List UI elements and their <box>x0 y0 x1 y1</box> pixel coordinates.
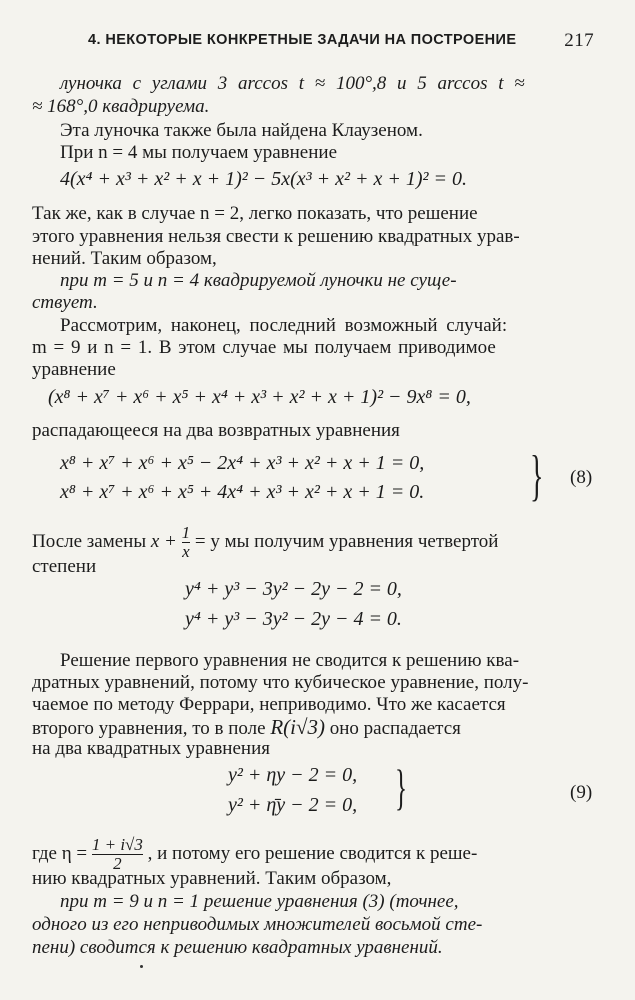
text-line-5: Так же, как в случае n = 2, легко показать, что решение <box>32 203 478 224</box>
right-brace-9: } <box>395 759 407 815</box>
text-line-13: распадающееся на два возвратных уравнения <box>32 420 400 441</box>
text-line-18: чаемое по методу Феррари, неприводимо. Что же касается <box>32 694 506 715</box>
text-line-23: при m = 9 и n = 1 решение уравнения (3) (точнее, <box>60 891 459 912</box>
text-line-2: ≈ 168°,0 квадрируема. <box>32 96 210 117</box>
text-line-9: ствует. <box>32 292 98 313</box>
equation-number-8: (8) <box>570 467 593 488</box>
text-line-21: где η = $\frac{1 + i√3}{2}$ , и потому его решение сводится к реше- <box>32 835 478 873</box>
equation-8a: x⁸ + x⁷ + x⁶ + x⁵ − 2x⁴ + x³ + x² + x + 1 = 0, <box>60 452 425 474</box>
text-line-22: нию квадратных уравнений. Таким образом, <box>32 868 392 889</box>
text-line-14: После замены x + $\frac{1}{x}$ = y мы получим уравнения четвертой <box>32 523 499 561</box>
page-number: 217 <box>564 30 594 51</box>
print-speck <box>140 965 143 968</box>
text-line-1: луночка с углами 3 arccos t ≈ 100°,8 и 5 arccos t ≈ <box>60 73 525 94</box>
equation-quartic-1: y⁴ + y³ − 3y² − 2y − 2 = 0, <box>185 578 402 600</box>
running-header <box>88 30 594 51</box>
equation-quartic-2: y⁴ + y³ − 3y² − 2y − 4 = 0. <box>185 608 402 630</box>
text-line-7: нений. Таким образом, <box>32 248 217 269</box>
right-brace: } <box>530 445 544 507</box>
field-r-i-sqrt3: R(i√3) <box>270 715 325 739</box>
text-line-12: уравнение <box>32 359 116 380</box>
equation-n4: 4(x⁴ + x³ + x² + x + 1)² − 5x(x³ + x² + x + 1)² = 0. <box>60 168 468 190</box>
chapter-title: 4. НЕКОТОРЫЕ КОНКРЕТНЫЕ ЗАДАЧИ НА ПОСТРОЕНИЕ <box>88 32 517 48</box>
equation-m9-n1: (x⁸ + x⁷ + x⁶ + x⁵ + x⁴ + x³ + x² + x + 1)² − 9x⁸ = 0, <box>48 386 471 408</box>
text-line-24: одного из его неприводимых множителей восьмой сте- <box>32 914 483 935</box>
text-line-15: степени <box>32 556 97 577</box>
text-line-25: пени) сводится к решению квадратных уравнений. <box>32 937 443 958</box>
fraction-1-over-x: $\frac{1}{x}$ <box>181 523 191 561</box>
text-line-4: При n = 4 мы получаем уравнение <box>60 142 338 163</box>
text-line-6: этого уравнения нельзя свести к решению квадратных урав- <box>32 226 520 247</box>
text-line-19: второго уравнения, то в поле R(i√3) оно распадается <box>32 715 461 739</box>
equation-9a: y² + ηy − 2 = 0, <box>228 764 358 786</box>
text-line-3: Эта луночка также была найдена Клаузеном. <box>60 120 423 141</box>
text-line-20: на два квадратных уравнения <box>32 738 270 759</box>
fraction-eta: $\frac{1 + i√3}{2}$ <box>91 835 143 873</box>
equation-8b: x⁸ + x⁷ + x⁶ + x⁵ + 4x⁴ + x³ + x² + x + 1 = 0. <box>60 481 425 503</box>
equation-number-9: (9) <box>570 782 593 803</box>
text-line-10: Рассмотрим, наконец, последний возможный случай: <box>60 315 508 336</box>
text-line-11: m = 9 и n = 1. В этом случае мы получаем приводимое <box>32 337 496 358</box>
text-line-8: при m = 5 и n = 4 квадрируемой луночки не суще- <box>60 270 457 291</box>
equation-9b: y² + η̄y − 2 = 0, <box>228 794 358 816</box>
text-line-16: Решение первого уравнения не сводится к решению ква- <box>60 650 520 671</box>
text-line-17: дратных уравнений, потому что кубическое уравнение, полу- <box>32 672 529 693</box>
